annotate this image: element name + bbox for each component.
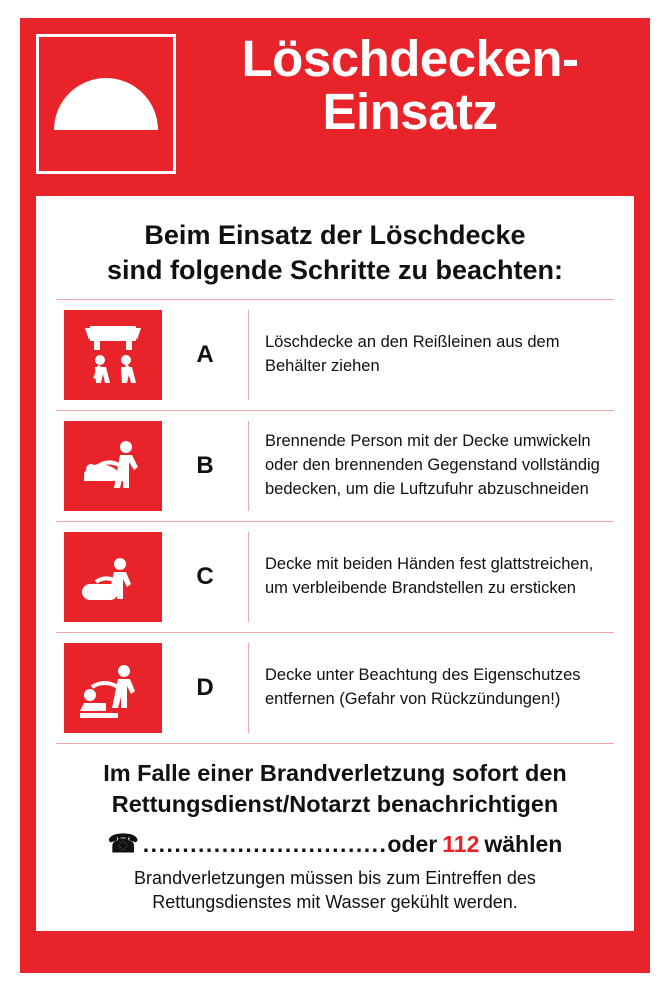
step-letter: A	[162, 310, 249, 400]
phone-dots: ...............................	[142, 831, 388, 858]
emergency-phone-line	[56, 831, 614, 858]
step-letter: D	[162, 643, 249, 733]
sign-body-panel	[36, 196, 634, 931]
step-text: Decke unter Beachtung des Eigenschutzes entfernen (Gefahr von Rückzündungen!)	[265, 666, 581, 709]
smooth-blanket-icon	[64, 532, 162, 622]
step-row	[56, 411, 614, 522]
telephone-icon: ☎	[107, 830, 139, 859]
sign-header	[20, 18, 650, 188]
notice-line-1: Im Falle einer Brandverletzung sofort den	[103, 760, 567, 787]
blanket-dome-shape	[54, 78, 158, 130]
step-row	[56, 522, 614, 633]
wrap-person-icon	[64, 421, 162, 511]
intro-line-2: sind folgende Schritte zu beachten:	[106, 254, 564, 285]
step-row	[56, 633, 614, 744]
cooling-line-1: Brandverletzungen müssen bis zum Eintreffen des	[134, 868, 536, 889]
title-line-2: Einsatz	[322, 83, 498, 141]
step-text: Decke mit beiden Händen fest glattstreichen, um verbleibende Brandstellen zu ersticken	[265, 555, 594, 598]
emergency-notice	[56, 758, 614, 819]
step-text: Löschdecke an den Reißleinen aus dem Behälter ziehen	[265, 333, 560, 376]
step-letter: B	[162, 421, 249, 511]
step-letter: C	[162, 532, 249, 622]
intro-text	[56, 218, 614, 287]
step-text: Brennende Person mit der Decke umwickeln oder den brennenden Gegenstand vollständig bedecken, um die Luftzufuhr abzuschneiden	[265, 432, 600, 499]
title-line-1: Löschdecken-	[241, 30, 579, 87]
step-row	[56, 300, 614, 411]
phone-dial-label: wählen	[484, 831, 563, 858]
emergency-number: 112	[442, 831, 480, 858]
step-list	[56, 299, 614, 744]
notice-line-2: Rettungsdienst/Notarzt benachrichtigen	[111, 790, 559, 817]
fire-blanket-pictogram	[36, 34, 176, 174]
remove-blanket-icon	[64, 643, 162, 733]
cooling-instruction	[56, 866, 614, 915]
cooling-line-2: Rettungsdienstes mit Wasser gekühlt werden.	[152, 892, 518, 913]
phone-or-label: oder	[387, 831, 438, 858]
intro-line-1: Beim Einsatz der Löschdecke	[144, 220, 526, 250]
sign-title	[176, 30, 634, 141]
safety-sign	[20, 18, 650, 973]
pull-blanket-icon	[64, 310, 162, 400]
